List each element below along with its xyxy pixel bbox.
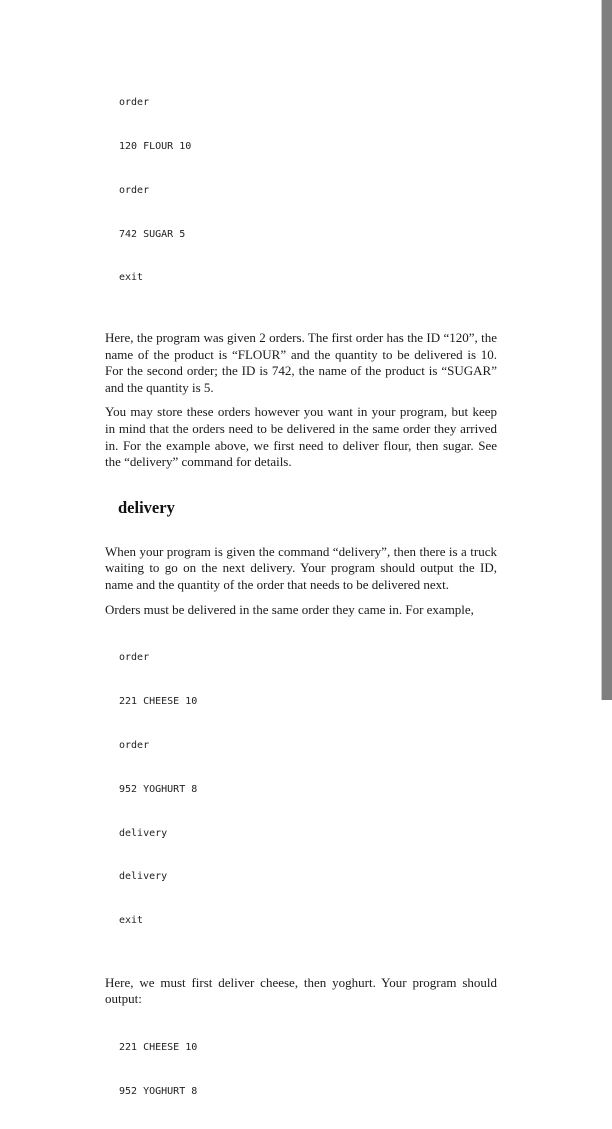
code-example-2 [119,622,497,958]
code-line: delivery [119,827,168,839]
code-example-1 [119,67,497,315]
code-line: 221 CHEESE 10 [119,1042,198,1054]
code-line: order [119,184,150,196]
code-line: exit [119,272,144,284]
paragraph-orders-explanation: Here, the program was given 2 orders. The first order has the ID “120”, the name of the product is “FLOUR” and the quantity to be delivered is 10. For the second order; the ID is 742, the name of the product is “SUGAR” and the quantity is 5. [105,330,497,395]
code-output [119,1012,497,1129]
code-line: 221 CHEESE 10 [119,696,198,708]
code-line: order [119,97,150,109]
code-line: 952 YOGHURT 8 [119,783,198,795]
code-line: delivery [119,871,168,883]
code-line: 120 FLOUR 10 [119,140,192,152]
paragraph-delivery-command: When your program is given the command “delivery”, then there is a truck waiting to go on the next delivery. Your program should output the ID, name and the quantity of the order that needs to be delivered next. [105,543,497,593]
paragraph-storage-note: You may store these orders however you want in your program, but keep in mind that the orders need to be delivered in the same order they arrived in. For the example above, we first need to deliver flour, then sugar. See the “delivery” command for details. [105,404,497,470]
document-body [105,67,497,1129]
code-line: exit [119,915,144,927]
code-line: order [119,739,150,751]
scrollbar[interactable] [601,0,612,700]
section-heading-delivery: delivery [118,497,175,517]
code-line: 742 SUGAR 5 [119,228,186,240]
code-line: order [119,652,150,664]
code-line: 952 YOGHURT 8 [119,1086,198,1098]
paragraph-expected-output: Here, we must first deliver cheese, then yoghurt. Your program should output: [105,974,497,1007]
paragraph-delivery-order: Orders must be delivered in the same order they came in. For example, [105,601,474,617]
